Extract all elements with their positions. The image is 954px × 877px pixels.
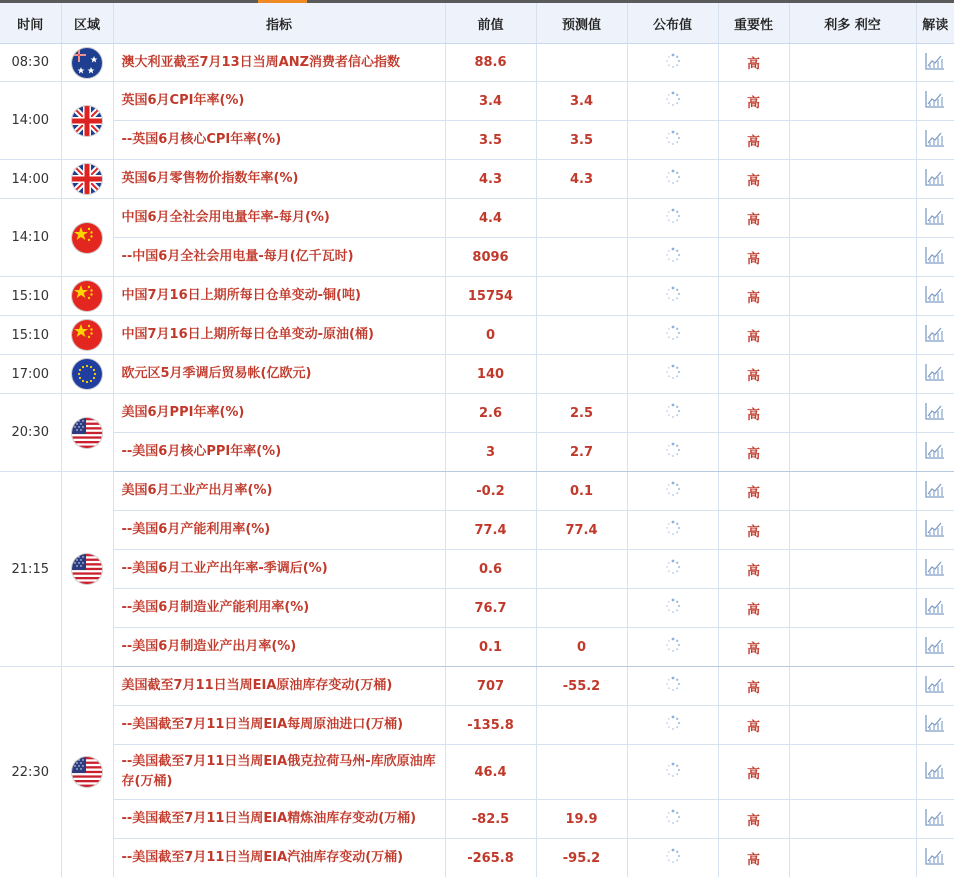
- event-time: 14:00: [0, 82, 61, 160]
- chart-analysis-icon[interactable]: [925, 90, 945, 112]
- analysis-cell: [916, 628, 954, 667]
- indicator-name[interactable]: --美国截至7月11日当周EIA每周原油进口(万桶): [113, 706, 445, 745]
- forecast-value: [536, 277, 627, 316]
- importance-level: 高: [718, 472, 789, 511]
- actual-value: [627, 316, 718, 355]
- header-importance[interactable]: 重要性: [718, 3, 789, 44]
- importance-level: 高: [718, 44, 789, 82]
- loading-spinner-icon: [665, 53, 681, 73]
- forecast-value: 3.4: [536, 82, 627, 121]
- event-time: 14:10: [0, 199, 61, 277]
- previous-value: 0.6: [445, 550, 536, 589]
- actual-value: [627, 355, 718, 394]
- table-row: [0, 160, 954, 199]
- forecast-value: 2.5: [536, 394, 627, 433]
- loading-spinner-icon: [665, 286, 681, 306]
- indicator-name[interactable]: 澳大利亚截至7月13日当周ANZ消费者信心指数: [113, 44, 445, 82]
- impact-cell: [789, 277, 916, 316]
- impact-cell: [789, 44, 916, 82]
- impact-cell: [789, 706, 916, 745]
- importance-level: 高: [718, 238, 789, 277]
- table-row: [0, 745, 954, 800]
- previous-value: -265.8: [445, 839, 536, 877]
- previous-value: 4.4: [445, 199, 536, 238]
- indicator-name[interactable]: --美国截至7月11日当周EIA汽油库存变动(万桶): [113, 839, 445, 877]
- indicator-name[interactable]: --美国6月工业产出年率-季调后(%): [113, 550, 445, 589]
- actual-value: [627, 706, 718, 745]
- analysis-cell: [916, 667, 954, 706]
- indicator-name[interactable]: 美国6月PPI年率(%): [113, 394, 445, 433]
- previous-value: 140: [445, 355, 536, 394]
- table-row: [0, 121, 954, 160]
- previous-value: 3: [445, 433, 536, 472]
- event-region: [61, 667, 113, 877]
- indicator-name[interactable]: --美国截至7月11日当周EIA精炼油库存变动(万桶): [113, 800, 445, 839]
- previous-value: 0: [445, 316, 536, 355]
- indicator-name[interactable]: 英国6月零售物价指数年率(%): [113, 160, 445, 199]
- event-region: [61, 44, 113, 82]
- table-row: [0, 628, 954, 667]
- forecast-value: [536, 44, 627, 82]
- previous-value: 8096: [445, 238, 536, 277]
- importance-level: 高: [718, 121, 789, 160]
- previous-value: 4.3: [445, 160, 536, 199]
- table-row: [0, 277, 954, 316]
- previous-value: 15754: [445, 277, 536, 316]
- forecast-value: [536, 550, 627, 589]
- impact-cell: [789, 394, 916, 433]
- previous-value: 88.6: [445, 44, 536, 82]
- analysis-cell: [916, 839, 954, 877]
- previous-value: 2.6: [445, 394, 536, 433]
- analysis-cell: [916, 589, 954, 628]
- importance-level: 高: [718, 316, 789, 355]
- indicator-name[interactable]: --美国6月制造业产能利用率(%): [113, 589, 445, 628]
- chart-analysis-icon[interactable]: [925, 441, 945, 463]
- loading-spinner-icon: [665, 442, 681, 462]
- forecast-value: [536, 706, 627, 745]
- importance-level: 高: [718, 82, 789, 121]
- chart-analysis-icon[interactable]: [925, 480, 945, 502]
- chart-analysis-icon[interactable]: [925, 808, 945, 830]
- eu-flag: [72, 359, 102, 389]
- indicator-name[interactable]: 美国6月工业产出月率(%): [113, 472, 445, 511]
- analysis-cell: [916, 160, 954, 199]
- chart-analysis-icon[interactable]: [925, 402, 945, 424]
- importance-level: 高: [718, 745, 789, 800]
- impact-cell: [789, 199, 916, 238]
- table-body: [0, 44, 954, 877]
- loading-spinner-icon: [665, 208, 681, 228]
- event-time: 14:00: [0, 160, 61, 199]
- importance-level: 高: [718, 800, 789, 839]
- forecast-value: 0: [536, 628, 627, 667]
- event-region: [61, 394, 113, 472]
- us-flag: [72, 757, 102, 787]
- table-row: [0, 199, 954, 238]
- event-time: 08:30: [0, 44, 61, 82]
- previous-value: 3.5: [445, 121, 536, 160]
- us-flag: [72, 554, 102, 584]
- indicator-name[interactable]: --美国6月制造业产出月率(%): [113, 628, 445, 667]
- actual-value: [627, 433, 718, 472]
- previous-value: 46.4: [445, 745, 536, 800]
- uk-flag: [72, 164, 102, 194]
- impact-cell: [789, 839, 916, 877]
- event-region: [61, 82, 113, 160]
- table-row: [0, 44, 954, 82]
- indicator-name[interactable]: --美国截至7月11日当周EIA俄克拉荷马州-库欣原油库存(万桶): [113, 745, 445, 800]
- china-flag: [72, 320, 102, 350]
- chart-analysis-icon[interactable]: [925, 558, 945, 580]
- actual-value: [627, 160, 718, 199]
- chart-analysis-icon[interactable]: [925, 207, 945, 229]
- indicator-name[interactable]: --英国6月核心CPI年率(%): [113, 121, 445, 160]
- forecast-value: [536, 355, 627, 394]
- loading-spinner-icon: [665, 481, 681, 501]
- table-row: [0, 433, 954, 472]
- forecast-value: 0.1: [536, 472, 627, 511]
- loading-spinner-icon: [665, 91, 681, 111]
- impact-cell: [789, 433, 916, 472]
- impact-cell: [789, 355, 916, 394]
- impact-cell: [789, 550, 916, 589]
- chart-analysis-icon[interactable]: [925, 363, 945, 385]
- header-actual[interactable]: 公布值: [627, 3, 718, 44]
- table-row: [0, 667, 954, 706]
- event-time: 20:30: [0, 394, 61, 472]
- importance-level: 高: [718, 199, 789, 238]
- actual-value: [627, 82, 718, 121]
- forecast-value: [536, 745, 627, 800]
- actual-value: [627, 628, 718, 667]
- impact-cell: [789, 589, 916, 628]
- forecast-value: -55.2: [536, 667, 627, 706]
- previous-value: 707: [445, 667, 536, 706]
- chart-analysis-icon[interactable]: [925, 129, 945, 151]
- actual-value: [627, 44, 718, 82]
- forecast-value: [536, 589, 627, 628]
- actual-value: [627, 394, 718, 433]
- event-region: [61, 472, 113, 667]
- actual-value: [627, 667, 718, 706]
- impact-cell: [789, 238, 916, 277]
- actual-value: [627, 121, 718, 160]
- calendar-table: [0, 3, 954, 877]
- indicator-name[interactable]: 中国7月16日上期所每日仓单变动-铜(吨): [113, 277, 445, 316]
- impact-cell: [789, 511, 916, 550]
- analysis-cell: [916, 745, 954, 800]
- importance-level: 高: [718, 433, 789, 472]
- header-analysis[interactable]: 解读: [916, 3, 954, 44]
- chart-analysis-icon[interactable]: [925, 636, 945, 658]
- impact-cell: [789, 472, 916, 511]
- table-row: [0, 839, 954, 877]
- impact-cell: [789, 745, 916, 800]
- analysis-cell: [916, 277, 954, 316]
- previous-value: -0.2: [445, 472, 536, 511]
- chart-analysis-icon[interactable]: [925, 285, 945, 307]
- analysis-cell: [916, 550, 954, 589]
- chart-analysis-icon[interactable]: [925, 597, 945, 619]
- loading-spinner-icon: [665, 403, 681, 423]
- table-row: [0, 316, 954, 355]
- us-flag: [72, 418, 102, 448]
- table-row: [0, 550, 954, 589]
- header-time[interactable]: 时间: [0, 3, 61, 44]
- header-region[interactable]: 区域: [61, 3, 113, 44]
- table-row: [0, 589, 954, 628]
- importance-level: 高: [718, 667, 789, 706]
- event-time: 15:10: [0, 277, 61, 316]
- analysis-cell: [916, 800, 954, 839]
- australia-flag: [72, 48, 102, 78]
- table-row: [0, 394, 954, 433]
- event-time: 21:15: [0, 472, 61, 667]
- header-forecast[interactable]: 预测值: [536, 3, 627, 44]
- previous-value: -135.8: [445, 706, 536, 745]
- importance-level: 高: [718, 394, 789, 433]
- forecast-value: 3.5: [536, 121, 627, 160]
- chart-analysis-icon[interactable]: [925, 761, 945, 783]
- previous-value: 3.4: [445, 82, 536, 121]
- previous-value: 76.7: [445, 589, 536, 628]
- table-row: [0, 472, 954, 511]
- analysis-cell: [916, 511, 954, 550]
- analysis-cell: [916, 394, 954, 433]
- loading-spinner-icon: [665, 715, 681, 735]
- event-region: [61, 160, 113, 199]
- table-row: [0, 238, 954, 277]
- actual-value: [627, 472, 718, 511]
- event-region: [61, 199, 113, 277]
- event-time: 22:30: [0, 667, 61, 877]
- importance-level: 高: [718, 839, 789, 877]
- header-impact[interactable]: 利多 利空: [789, 3, 916, 44]
- loading-spinner-icon: [665, 130, 681, 150]
- china-flag: [72, 223, 102, 253]
- analysis-cell: [916, 706, 954, 745]
- event-region: [61, 355, 113, 394]
- event-time: 17:00: [0, 355, 61, 394]
- loading-spinner-icon: [665, 809, 681, 829]
- indicator-name[interactable]: --中国6月全社会用电量-每月(亿千瓦时): [113, 238, 445, 277]
- analysis-cell: [916, 121, 954, 160]
- indicator-name[interactable]: 中国7月16日上期所每日仓单变动-原油(桶): [113, 316, 445, 355]
- actual-value: [627, 745, 718, 800]
- actual-value: [627, 238, 718, 277]
- impact-cell: [789, 121, 916, 160]
- chart-analysis-icon[interactable]: [925, 675, 945, 697]
- importance-level: 高: [718, 160, 789, 199]
- actual-value: [627, 839, 718, 877]
- loading-spinner-icon: [665, 364, 681, 384]
- table-row: [0, 706, 954, 745]
- forecast-value: [536, 199, 627, 238]
- indicator-name[interactable]: --美国6月产能利用率(%): [113, 511, 445, 550]
- loading-spinner-icon: [665, 325, 681, 345]
- impact-cell: [789, 667, 916, 706]
- forecast-value: [536, 316, 627, 355]
- uk-flag: [72, 106, 102, 136]
- chart-analysis-icon[interactable]: [925, 168, 945, 190]
- impact-cell: [789, 628, 916, 667]
- importance-level: 高: [718, 511, 789, 550]
- loading-spinner-icon: [665, 169, 681, 189]
- event-region: [61, 316, 113, 355]
- analysis-cell: [916, 355, 954, 394]
- indicator-name[interactable]: 欧元区5月季调后贸易帐(亿欧元): [113, 355, 445, 394]
- loading-spinner-icon: [665, 520, 681, 540]
- loading-spinner-icon: [665, 598, 681, 618]
- loading-spinner-icon: [665, 247, 681, 267]
- header-indicator[interactable]: 指标: [113, 3, 445, 44]
- loading-spinner-icon: [665, 762, 681, 782]
- indicator-name[interactable]: --美国6月核心PPI年率(%): [113, 433, 445, 472]
- actual-value: [627, 589, 718, 628]
- importance-level: 高: [718, 706, 789, 745]
- importance-level: 高: [718, 355, 789, 394]
- indicator-name[interactable]: 美国截至7月11日当周EIA原油库存变动(万桶): [113, 667, 445, 706]
- chart-analysis-icon[interactable]: [925, 324, 945, 346]
- analysis-cell: [916, 82, 954, 121]
- actual-value: [627, 800, 718, 839]
- forecast-value: -95.2: [536, 839, 627, 877]
- importance-level: 高: [718, 628, 789, 667]
- forecast-value: 77.4: [536, 511, 627, 550]
- loading-spinner-icon: [665, 676, 681, 696]
- chart-analysis-icon[interactable]: [925, 52, 945, 74]
- analysis-cell: [916, 316, 954, 355]
- actual-value: [627, 511, 718, 550]
- analysis-cell: [916, 44, 954, 82]
- impact-cell: [789, 800, 916, 839]
- actual-value: [627, 550, 718, 589]
- forecast-value: 19.9: [536, 800, 627, 839]
- loading-spinner-icon: [665, 559, 681, 579]
- table-header-row: [0, 3, 954, 44]
- indicator-name[interactable]: 英国6月CPI年率(%): [113, 82, 445, 121]
- analysis-cell: [916, 472, 954, 511]
- table-row: [0, 82, 954, 121]
- header-previous[interactable]: 前值: [445, 3, 536, 44]
- table-row: [0, 800, 954, 839]
- importance-level: 高: [718, 589, 789, 628]
- previous-value: 77.4: [445, 511, 536, 550]
- actual-value: [627, 277, 718, 316]
- importance-level: 高: [718, 277, 789, 316]
- table-row: [0, 511, 954, 550]
- china-flag: [72, 281, 102, 311]
- analysis-cell: [916, 199, 954, 238]
- impact-cell: [789, 82, 916, 121]
- forecast-value: 4.3: [536, 160, 627, 199]
- actual-value: [627, 199, 718, 238]
- chart-analysis-icon[interactable]: [925, 847, 945, 869]
- analysis-cell: [916, 433, 954, 472]
- importance-level: 高: [718, 550, 789, 589]
- previous-value: -82.5: [445, 800, 536, 839]
- chart-analysis-icon[interactable]: [925, 246, 945, 268]
- chart-analysis-icon[interactable]: [925, 714, 945, 736]
- table-row: [0, 355, 954, 394]
- analysis-cell: [916, 238, 954, 277]
- loading-spinner-icon: [665, 637, 681, 657]
- event-region: [61, 277, 113, 316]
- forecast-value: 2.7: [536, 433, 627, 472]
- forecast-value: [536, 238, 627, 277]
- indicator-name[interactable]: 中国6月全社会用电量年率-每月(%): [113, 199, 445, 238]
- impact-cell: [789, 160, 916, 199]
- previous-value: 0.1: [445, 628, 536, 667]
- loading-spinner-icon: [665, 848, 681, 868]
- chart-analysis-icon[interactable]: [925, 519, 945, 541]
- event-time: 15:10: [0, 316, 61, 355]
- impact-cell: [789, 316, 916, 355]
